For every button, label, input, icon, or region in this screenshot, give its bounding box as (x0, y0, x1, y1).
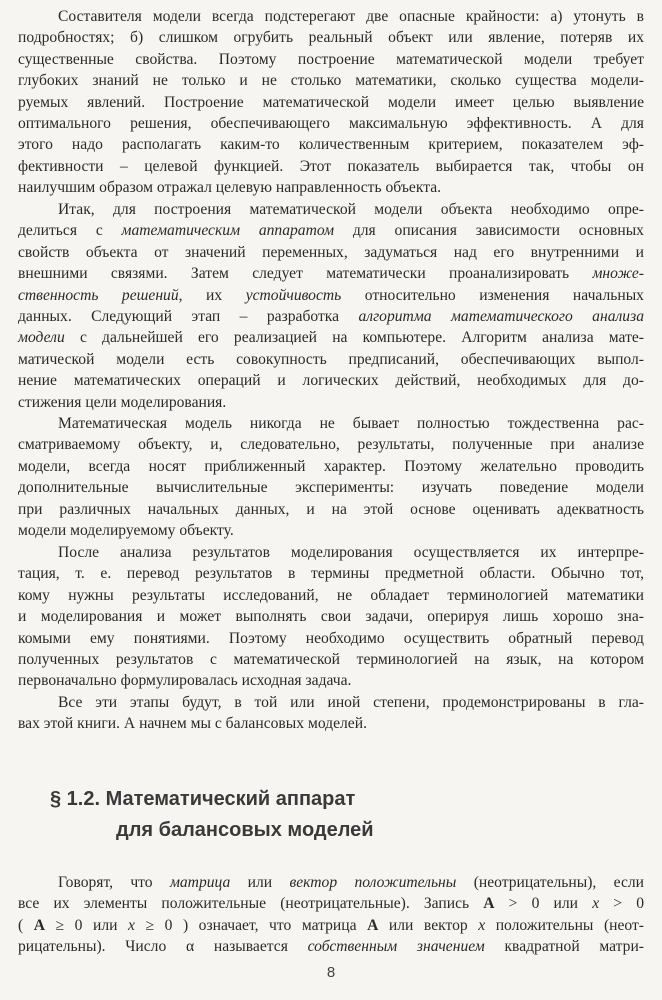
text-line: все их элементы положительные (неотрицательные). Запись A > 0 или x > 0 (18, 895, 644, 913)
text-line: при различных начальных данных, и на этой основе оценивать адекватность (18, 500, 644, 518)
text-line: модели, всегда носят приближенный характер. Поэтому желательно проводить (18, 457, 644, 475)
italic-term: собственным значением (307, 938, 485, 956)
paragraph-3 (18, 413, 644, 541)
paragraph-6 (18, 872, 644, 958)
paragraph-5 (18, 692, 644, 735)
paragraph-2 (18, 199, 644, 413)
text-line: руемых явлений. Построение математической модели имеет целью выявление (18, 93, 644, 111)
text-line: подробностях; б) слишком огрубить реальный объект или явление, потеряв их (18, 29, 644, 47)
matrix-symbol: A (483, 895, 495, 913)
text-line: оптимального решения, обеспечивающего максимальную эффективность. А для (18, 114, 644, 132)
italic-term: ственность решений (18, 286, 179, 304)
text-line: рицательны). Число α называется собственным значением квадратной матри- (18, 938, 645, 956)
vector-symbol: x (478, 916, 486, 934)
text-line: полученных результатов с математической терминологией на язык, на котором (18, 650, 644, 668)
text-line: данных. Следующий этап – разработка алгоритма математического анализа (18, 307, 644, 325)
text-line: вах этой книги. А начнем мы с балансовых моделей. (18, 715, 367, 733)
italic-term: вектор положительны (289, 874, 457, 891)
text-line: Итак, для построения математической модели объекта необходимо опре- (58, 201, 644, 218)
text-line: первоначально формулировалась исходная задача. (18, 672, 352, 690)
text-line: сматриваемому объекту, и, следовательно, результаты, полученные при анализе (18, 436, 644, 454)
italic-term: модели (18, 329, 65, 347)
paragraph-4 (18, 542, 644, 692)
italic-term: матрица (169, 874, 231, 891)
text-line: модели с дальнейшей его реализацией на компьютере. Алгоритм анализа мате- (18, 329, 644, 347)
matrix-symbol: A (33, 916, 46, 934)
italic-term: устойчивость (245, 286, 342, 304)
text-line: дополнительные вычислительные эксперименты: изучать поведение модели (18, 479, 644, 497)
text-line: Математическая модель никогда не бывает полностью тождественна рас- (58, 415, 644, 432)
text-line: этого надо располагать каким-то количественным критерием, показателем эф- (18, 136, 644, 154)
vector-symbol: x (592, 895, 600, 913)
text-line: ( A ≥ 0 или x ≥ 0 ) означает, что матрица A или вектор x положительны (неот- (18, 916, 645, 934)
text-line: внешними связями. Затем следует математически проанализировать множе- (18, 265, 644, 283)
text-line: тация, т. е. перевод результатов в термины предметной области. Обычно тот, (18, 565, 644, 583)
section-heading (50, 784, 374, 846)
vector-symbol: x (128, 916, 135, 934)
page-number: 8 (326, 964, 336, 981)
italic-term: алгоритма математического анализа (358, 307, 644, 325)
italic-term: математическим аппаратом (121, 222, 335, 240)
text-line: Все эти этапы будут, в той или иной степени, продемонстрированы в гла- (58, 694, 644, 711)
text-line: Говорят, что матрица или вектор положительны (неотрицательны), если (58, 874, 644, 891)
text-line: существенные свойства. Поэтому построение математической модели требует (18, 50, 644, 68)
text-line: После анализа результатов моделирования осуществляется их интерпре- (58, 544, 644, 561)
text-line: комыми ему понятиями. Поэтому необходимо осуществить обратный перевод (18, 629, 644, 647)
text-line: фективности – целевой функцией. Этот показатель выбирается так, чтобы он (18, 157, 644, 175)
matrix-symbol: A (367, 916, 379, 934)
text-line: матической модели есть совокупность предписаний, обеспечивающих выпол- (18, 350, 644, 368)
section-heading-line-1: § 1.2. Математический аппарат (50, 788, 356, 810)
section-heading-line-2: для балансовых моделей (116, 819, 374, 841)
text-line: стижения цели моделирования. (18, 393, 227, 411)
text-line: свойств объекта от значений переменных, задуматься над его внутренними и (18, 243, 644, 261)
text-line: нение математических операций и логических действий, необходимых для до- (18, 372, 644, 390)
paragraph-1 (18, 6, 644, 199)
italic-term: множе- (592, 265, 644, 283)
text-line: модели моделируемому объекту. (18, 521, 234, 539)
text-line: Составителя модели всегда подстерегают две опасные крайности: а) утонуть в (58, 8, 644, 25)
text-line: ственность решений, их устойчивость относительно изменения начальных (18, 286, 644, 304)
text-line: и моделирования и может выполнять свои задачи, оперируя лишь хорошо зна- (18, 608, 644, 626)
text-line: кому нужны результаты исследований, не обладает терминологией математики (18, 586, 644, 604)
text-line: делиться с математическим аппаратом для описания зависимости основных (18, 222, 644, 240)
text-line: наилучшим образом отражал целевую направленность объекта. (18, 179, 442, 197)
text-line: глубоких знаний не только и не столько математики, сколько существа модели- (18, 72, 644, 90)
